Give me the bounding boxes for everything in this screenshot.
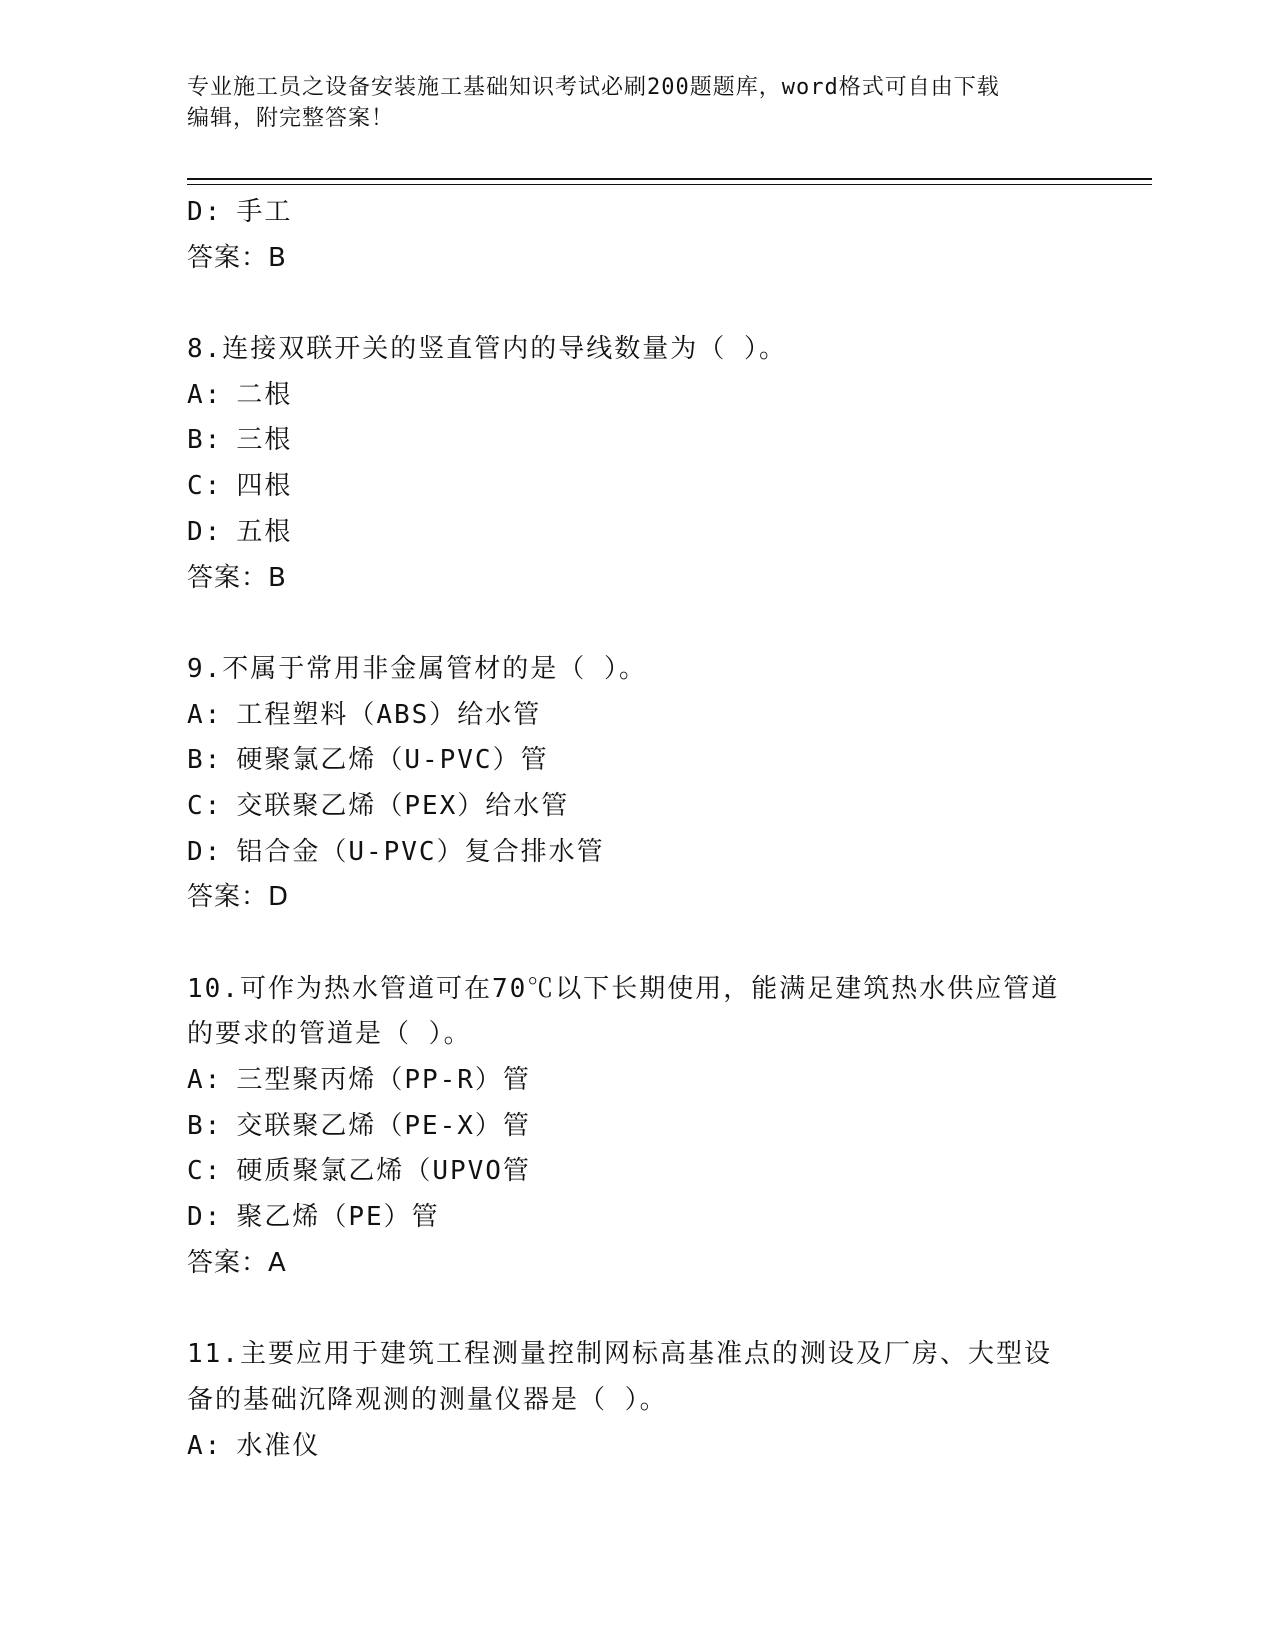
answer: 答案：D bbox=[187, 882, 290, 913]
option-c: C: 交联聚乙烯（PEX）给水管 bbox=[187, 790, 570, 821]
option-c: C: 硬质聚氯乙烯（UPVO管 bbox=[187, 1156, 531, 1187]
question-stem: 9.不属于常用非金属管材的是（ ）。 bbox=[187, 653, 647, 684]
option-d: D: 铝合金（U-PVC）复合排水管 bbox=[187, 836, 605, 867]
document-header bbox=[187, 72, 1087, 134]
question-stem: 8.连接双联开关的竖直管内的导线数量为（ ）。 bbox=[187, 334, 787, 365]
option-b: B: 交联聚乙烯（PE-X）管 bbox=[187, 1110, 531, 1141]
option-c: C: 四根 bbox=[187, 471, 293, 502]
option-d: D: 手工 bbox=[187, 197, 293, 227]
question-stem-continued: 备的基础沉降观测的测量仪器是（ ）。 bbox=[187, 1384, 668, 1415]
answer: 答案：A bbox=[187, 1247, 287, 1278]
question-stem-continued: 的要求的管道是（ ）。 bbox=[187, 1019, 472, 1050]
header-line-2: 编辑，附完整答案！ bbox=[187, 106, 395, 131]
question-stem: 10.可作为热水管道可在70℃以下长期使用，能满足建筑热水供应管道 bbox=[187, 973, 1060, 1004]
option-b: B: 硬聚氯乙烯（U-PVC）管 bbox=[187, 745, 549, 776]
question-list bbox=[187, 190, 1087, 1469]
option-a: A: 二根 bbox=[187, 379, 293, 410]
option-a: A: 工程塑料（ABS）给水管 bbox=[187, 699, 542, 730]
option-d: D: 五根 bbox=[187, 516, 293, 547]
header-rule-thin bbox=[187, 184, 1152, 185]
option-b: B: 三根 bbox=[187, 425, 293, 456]
option-a: A: 水准仪 bbox=[187, 1430, 321, 1461]
header-rule-thick bbox=[187, 178, 1152, 180]
option-d: D: 聚乙烯（PE）管 bbox=[187, 1202, 440, 1233]
answer: 答案：B bbox=[187, 242, 287, 273]
answer: 答案：B bbox=[187, 562, 287, 593]
option-a: A: 三型聚丙烯（PP-R）管 bbox=[187, 1065, 531, 1096]
question-stem: 11.主要应用于建筑工程测量控制网标高基准点的测设及厂房、大型设 bbox=[187, 1339, 1052, 1370]
header-line-1: 专业施工员之设备安装施工基础知识考试必刷200题题库，word格式可自由下载 bbox=[187, 75, 1000, 100]
